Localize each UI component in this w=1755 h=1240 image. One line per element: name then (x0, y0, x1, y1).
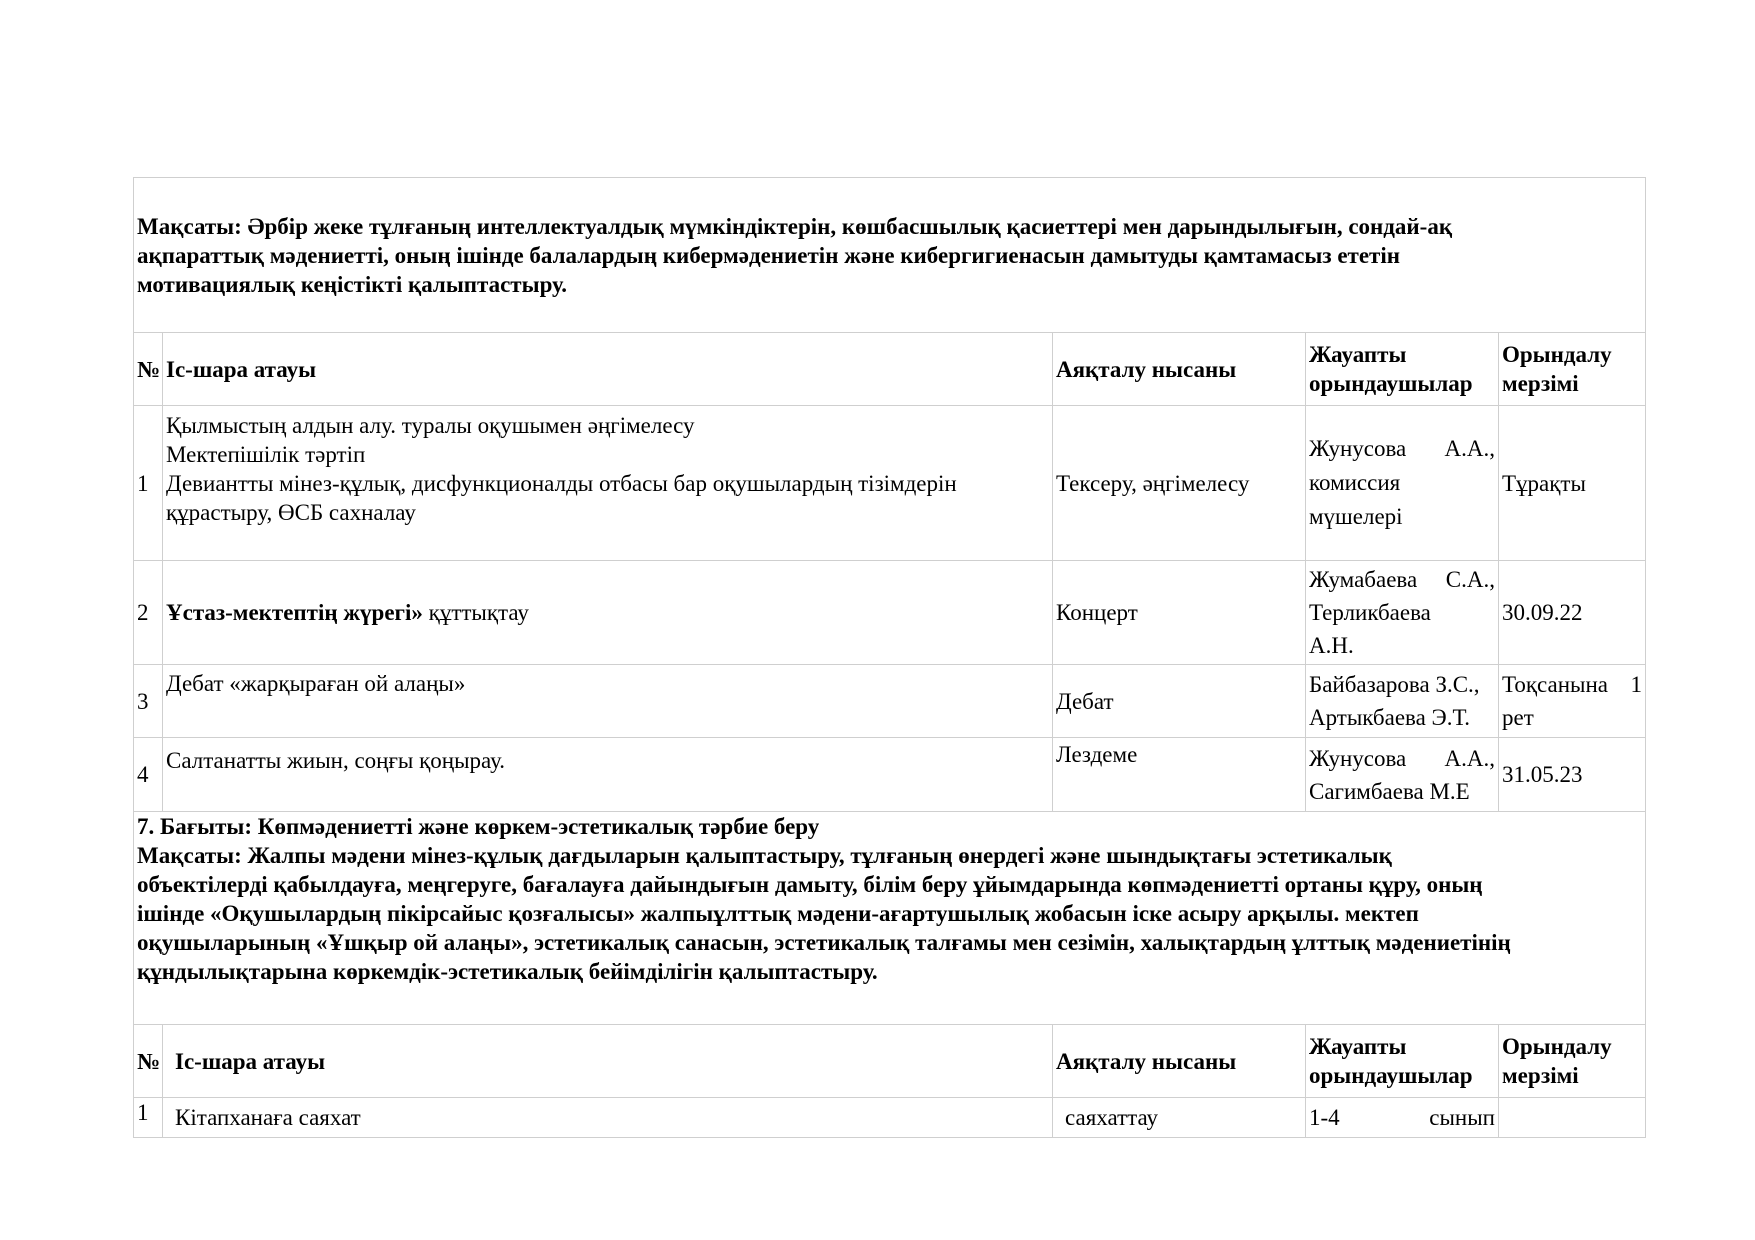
header-event: Іс-шара атауы (163, 333, 1053, 406)
header-form: Аяқталу нысаны (1053, 1025, 1306, 1098)
table-row (134, 561, 1646, 665)
table-row (134, 406, 1646, 561)
plan-table (133, 177, 1646, 1138)
header-deadline: Орындалу мерзімі (1499, 333, 1646, 406)
section6-goal: Мақсаты: Әрбір жеке тұлғаның интеллектуалдық мүмкіндіктерін, көшбасшылық қасиеттері мен дарындылығын, сондай-ақ ақпараттық мәдениетті, оның ішінде балалардың кибермәдениетін және кибергигиенасын дамытуды қамтамасыз ететін мотивациялық кеңістікті қалыптастыру. (134, 178, 1646, 333)
row-form: Лездеме (1053, 738, 1306, 812)
row-event: Ұстаз-мектептің жүрегі» құттықтау (163, 561, 1053, 665)
header-num: № (134, 333, 163, 406)
table-row (134, 665, 1646, 738)
row-form: Тексеру, әңгімелесу (1053, 406, 1306, 561)
header-form: Аяқталу нысаны (1053, 333, 1306, 406)
row-responsible: Байбазарова З.С., Артыкбаева Э.Т. (1306, 665, 1499, 738)
row-event: Қылмыстың алдын алу. туралы оқушымен әңгімелесу Мектепішілік тәртіп Девиантты мінез-құлық, дисфункционалды отбасы бар оқушылардың тізімдерін құрастыру, ӨСБ сахналау (163, 406, 1053, 561)
row-event: Салтанатты жиын, соңғы қоңырау. (163, 738, 1053, 812)
table-row (134, 738, 1646, 812)
section7-direction: 7. Бағыты: Көпмәдениетті және көркем-эстетикалық тәрбие беру (137, 814, 820, 839)
row-form: Концерт (1053, 561, 1306, 665)
row-responsible: Жумабаева С.А., Терликбаева А.Н. (1306, 561, 1499, 665)
row-event: Кітапханаға саяхат (163, 1098, 1053, 1138)
header-event: Іс-шара атауы (163, 1025, 1053, 1098)
row-deadline: Тұрақты (1499, 406, 1646, 561)
row-responsible: Жунусова А.А., комиссия мүшелері (1306, 406, 1499, 561)
row-deadline: 31.05.23 (1499, 738, 1646, 812)
row-deadline: 30.09.22 (1499, 561, 1646, 665)
header-deadline: Орындалу мерзімі (1499, 1025, 1646, 1098)
section7-header-row (134, 1025, 1646, 1098)
row-deadline: Тоқсанына 1 рет (1499, 665, 1646, 738)
header-num: № (134, 1025, 163, 1098)
row-num: 2 (134, 561, 163, 665)
row-num: 1 (134, 406, 163, 561)
row-deadline (1499, 1098, 1646, 1138)
section6-header-row (134, 333, 1646, 406)
row-form: Дебат (1053, 665, 1306, 738)
section7-goal: 7. Бағыты: Көпмәдениетті және көркем-эстетикалық тәрбие беру Мақсаты: Жалпы мәдени мінез-құлық дағдыларын қалыптастыру, тұлғаның өнердегі және шындықтағы эстетикалық объектілерді қабылдауға, меңгеруге, бағалауға дайындығын дамыту, білім беру ұйымдарында көпмәдениетті ортаны құру, оның ішінде «Оқушылардың пікірсайыс қозғалысы» жалпыұлттық мәдени-ағартушылық жобасын іске асыру арқылы. мектеп оқушыларының «Ұшқыр ой алаңы», эстетикалық санасын, эстетикалық талғамы мен сезімін, халықтардың ұлттық мәдениетінің құндылықтарына көркемдік-эстетикалық бейімділігін қалыптастыру. (134, 812, 1646, 1025)
section6-goal-row (134, 178, 1646, 333)
row-num: 4 (134, 738, 163, 812)
row-form: саяхаттау (1053, 1098, 1306, 1138)
row-responsible: Жунусова А.А., Сагимбаева М.Е (1306, 738, 1499, 812)
row-event: Дебат «жарқыраған ой алаңы» (163, 665, 1053, 738)
row-num: 1 (134, 1098, 163, 1138)
row-responsible: 1-4 сынып (1306, 1098, 1499, 1138)
section7-goal-row (134, 812, 1646, 1025)
table-row (134, 1098, 1646, 1138)
row-num: 3 (134, 665, 163, 738)
header-responsible: Жауапты орындаушылар (1306, 333, 1499, 406)
header-responsible: Жауапты орындаушылар (1306, 1025, 1499, 1098)
